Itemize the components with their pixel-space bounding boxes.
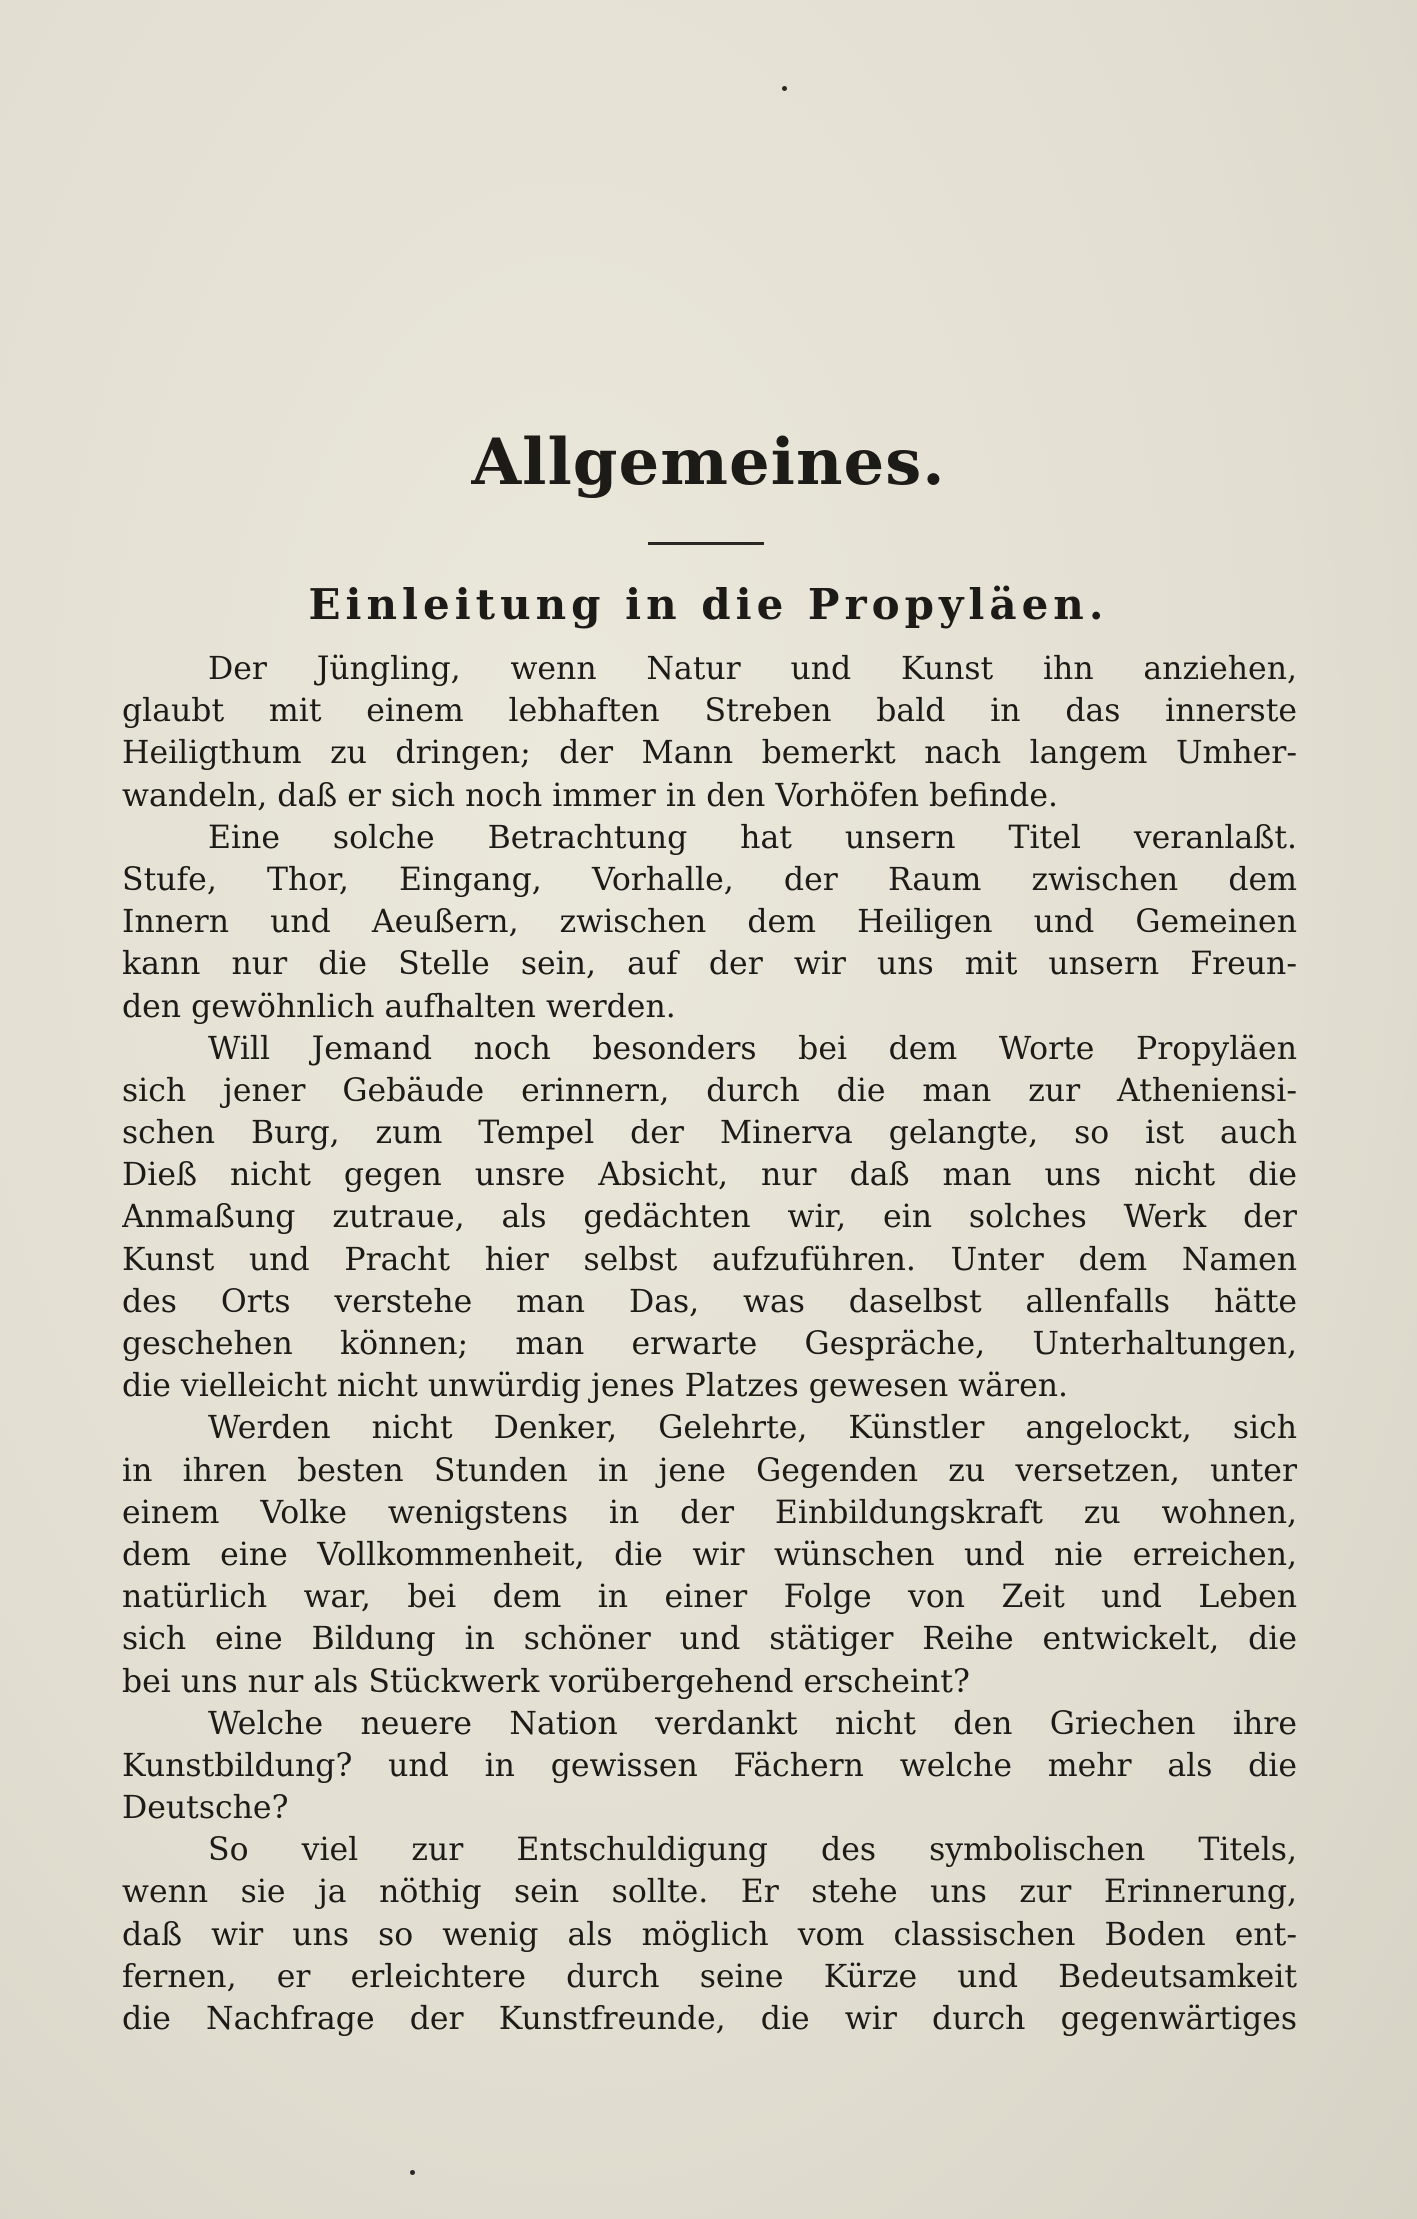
- text-line: schen Burg, zum Tempel der Minerva gelangte, so ist auch: [122, 1115, 1297, 1152]
- text-line: fernen, er erleichtere durch seine Kürze und Bedeutsamkeit: [122, 1958, 1297, 1995]
- text-line: wandeln, daß er sich noch immer in den Vorhöfen befinde.: [122, 777, 1058, 814]
- text-line: Eine solche Betrachtung hat unsern Titel veranlaßt.: [208, 819, 1297, 856]
- text-line: So viel zur Entschuldigung des symbolischen Titels,: [208, 1832, 1297, 1869]
- text-line: kann nur die Stelle sein, auf der wir uns mit unsern Freun-: [122, 946, 1297, 983]
- body-text: [122, 648, 1297, 2040]
- text-line: den gewöhnlich aufhalten werden.: [122, 988, 676, 1025]
- text-line: einem Volke wenigstens in der Einbildungskraft zu wohnen,: [122, 1494, 1297, 1531]
- text-line: Stufe, Thor, Eingang, Vorhalle, der Raum zwischen dem: [122, 861, 1297, 898]
- printer-mark-top: [782, 86, 787, 91]
- text-line: Kunst und Pracht hier selbst aufzuführen. Unter dem Namen: [122, 1241, 1297, 1278]
- text-line: Anmaßung zutraue, als gedächten wir, ein solches Werk der: [122, 1199, 1297, 1236]
- printer-mark-bottom: [410, 2170, 415, 2175]
- text-line: bei uns nur als Stückwerk vorübergehend erscheint?: [122, 1663, 970, 1700]
- text-line: sich eine Bildung in schöner und stätiger Reihe entwickelt, die: [122, 1621, 1297, 1658]
- page-title: Allgemeines.: [471, 425, 946, 500]
- text-line: in ihren besten Stunden in jene Gegenden zu versetzen, unter: [122, 1452, 1297, 1489]
- text-line: Innern und Aeußern, zwischen dem Heiligen und Gemeinen: [122, 904, 1297, 941]
- text-line: Deutsche?: [122, 1790, 289, 1827]
- text-line: daß wir uns so wenig als möglich vom classischen Boden ent-: [122, 1916, 1297, 1953]
- text-line: sich jener Gebäude erinnern, durch die man zur Atheniensi-: [122, 1072, 1297, 1109]
- text-line: geschehen können; man erwarte Gespräche, Unterhaltungen,: [122, 1326, 1297, 1362]
- text-line: des Orts verstehe man Das, was daselbst allenfalls hätte: [122, 1283, 1297, 1320]
- text-line: Welche neuere Nation verdankt nicht den Griechen ihre: [208, 1705, 1297, 1742]
- text-line: Der Jüngling, wenn Natur und Kunst ihn anziehen,: [208, 651, 1297, 687]
- text-line: wenn sie ja nöthig sein sollte. Er stehe uns zur Erinnerung,: [122, 1874, 1297, 1911]
- text-line: die Nachfrage der Kunstfreunde, die wir durch gegenwärtiges: [122, 2001, 1297, 2037]
- text-line: Will Jemand noch besonders bei dem Worte Propyläen: [208, 1030, 1297, 1067]
- text-line: Kunstbildung? und in gewissen Fächern welche mehr als die: [122, 1747, 1297, 1784]
- section-title: Einleitung in die Propyläen.: [308, 580, 1109, 629]
- title-divider: [648, 542, 764, 545]
- text-line: Dieß nicht gegen unsre Absicht, nur daß man uns nicht die: [122, 1157, 1297, 1194]
- text-line: die vielleicht nicht unwürdig jenes Platzes gewesen wären.: [122, 1368, 1069, 1405]
- text-line: Werden nicht Denker, Gelehrte, Künstler angelockt, sich: [208, 1410, 1297, 1447]
- text-line: Heiligthum zu dringen; der Mann bemerkt nach langem Umher-: [122, 735, 1297, 772]
- text-line: dem eine Vollkommenheit, die wir wünschen und nie erreichen,: [122, 1536, 1297, 1573]
- text-line: glaubt mit einem lebhaften Streben bald in das innerste: [122, 693, 1297, 730]
- text-line: natürlich war, bei dem in einer Folge von Zeit und Leben: [122, 1579, 1297, 1616]
